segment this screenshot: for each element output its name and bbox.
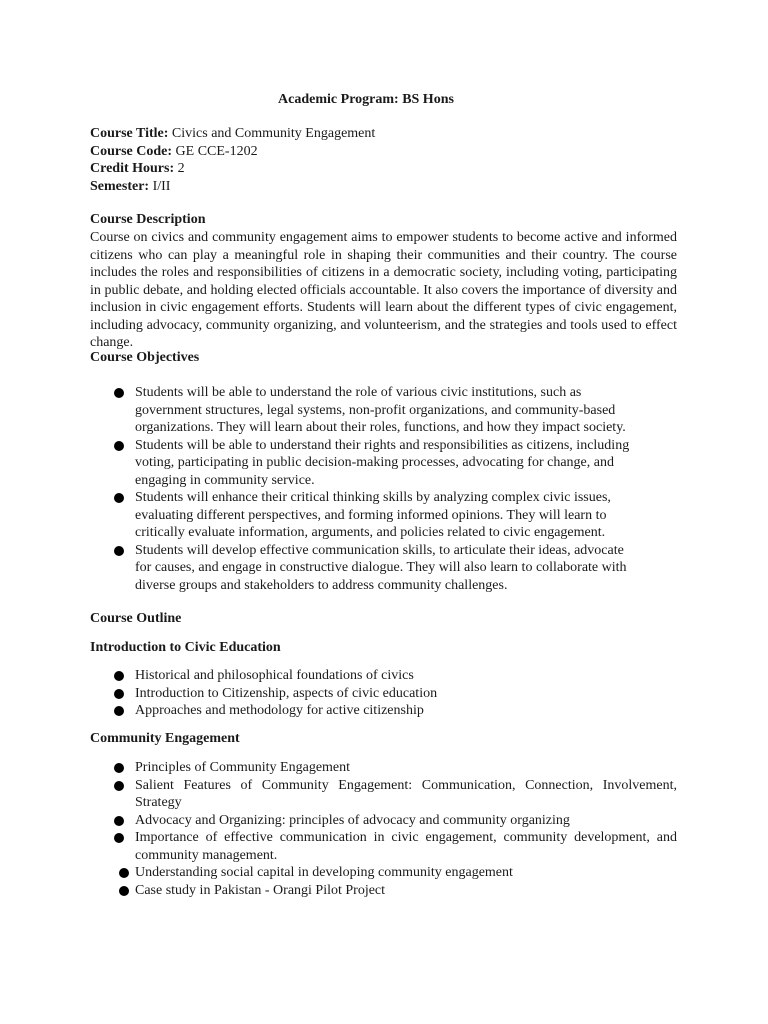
credit-hours-row	[90, 160, 690, 178]
course-title-label: Course Title:	[90, 126, 169, 141]
list-item: Principles of Community Engagement	[90, 759, 677, 777]
list-item: Importance of effective communication in civic engagement, community development, and community management.	[90, 829, 677, 864]
objectives-list	[90, 384, 635, 594]
list-item: Case study in Pakistan - Orangi Pilot Project	[90, 882, 677, 900]
bullet-icon	[114, 671, 124, 681]
list-item: Introduction to Citizenship, aspects of civic education	[90, 685, 677, 703]
course-description-heading: Course Description	[90, 212, 206, 227]
list-item: Approaches and methodology for active citizenship	[90, 702, 677, 720]
bullet-icon	[114, 706, 124, 716]
bullet-icon	[114, 833, 124, 843]
bullet-icon	[114, 689, 124, 699]
course-objectives-heading: Course Objectives	[90, 350, 200, 365]
course-code-row	[90, 143, 690, 161]
community-engagement-heading: Community Engagement	[90, 731, 240, 746]
list-item: Historical and philosophical foundations of civics	[90, 667, 677, 685]
bullet-icon	[114, 763, 124, 773]
list-item: Advocacy and Organizing: principles of advocacy and community organizing	[90, 812, 677, 830]
intro-civic-list	[90, 667, 677, 720]
bullet-icon	[114, 816, 124, 826]
semester-label: Semester:	[90, 178, 150, 194]
list-item: Students will be able to understand the role of various civic institutions, such as government structures, legal systems, non-profit organizations, and community-based organizations. They will learn about their roles, functions, and how they impact society.	[90, 384, 635, 437]
course-title-row	[90, 125, 690, 143]
semester-row	[90, 178, 690, 196]
course-outline-heading: Course Outline	[90, 611, 182, 626]
list-item: Students will develop effective communication skills, to articulate their ideas, advocate for causes, and engage in constructive dialogue. They will also learn to collaborate with diverse groups and stakeholders to address community challenges.	[90, 542, 635, 595]
list-item: Students will be able to understand their rights and responsibilities as citizens, including voting, participating in public decision-making processes, advocating for change, and engaging in community service.	[90, 437, 635, 490]
bullet-icon	[114, 546, 124, 556]
course-description-text: Course on civics and community engagement aims to empower students to become active and informed citizens who can play a meaningful role in shaping their communities and their country. The course includes the roles and responsibilities of citizens in a democratic society, including voting, participating in public debate, and holding elected officials accountable. It also covers the importance of diversity and inclusion in civic engagement efforts. Students will learn about the different types of civic engagement, including advocacy, community organizing, and volunteerism, and the strategies and tools used to effect change.	[90, 230, 677, 350]
bullet-icon	[114, 781, 124, 791]
course-meta	[90, 125, 690, 195]
course-code-value: GE CCE-1202	[175, 143, 258, 159]
credit-hours-label: Credit Hours:	[90, 161, 175, 176]
bullet-icon	[114, 388, 124, 398]
bullet-icon	[119, 868, 129, 878]
program-title: Academic Program: BS Hons	[278, 92, 454, 107]
list-item: Salient Features of Community Engagement: Communication, Connection, Involvement, Strategy	[90, 777, 677, 812]
list-item: Students will enhance their critical thinking skills by analyzing complex civic issues, evaluating different perspectives, and forming informed opinions. They will learn to critically evaluate information, arguments, and policies related to civic engagement.	[90, 489, 635, 542]
credit-hours-value: 2	[177, 161, 185, 176]
course-title-value: Civics and Community Engagement	[171, 126, 376, 141]
bullet-icon	[114, 493, 124, 503]
bullet-icon	[119, 886, 129, 896]
bullet-icon	[114, 441, 124, 451]
list-item: Understanding social capital in developing community engagement	[90, 864, 677, 882]
intro-civic-heading: Introduction to Civic Education	[90, 640, 281, 655]
community-engagement-list	[90, 759, 677, 899]
course-code-label: Course Code:	[90, 143, 173, 159]
semester-value: I/II	[152, 178, 171, 194]
